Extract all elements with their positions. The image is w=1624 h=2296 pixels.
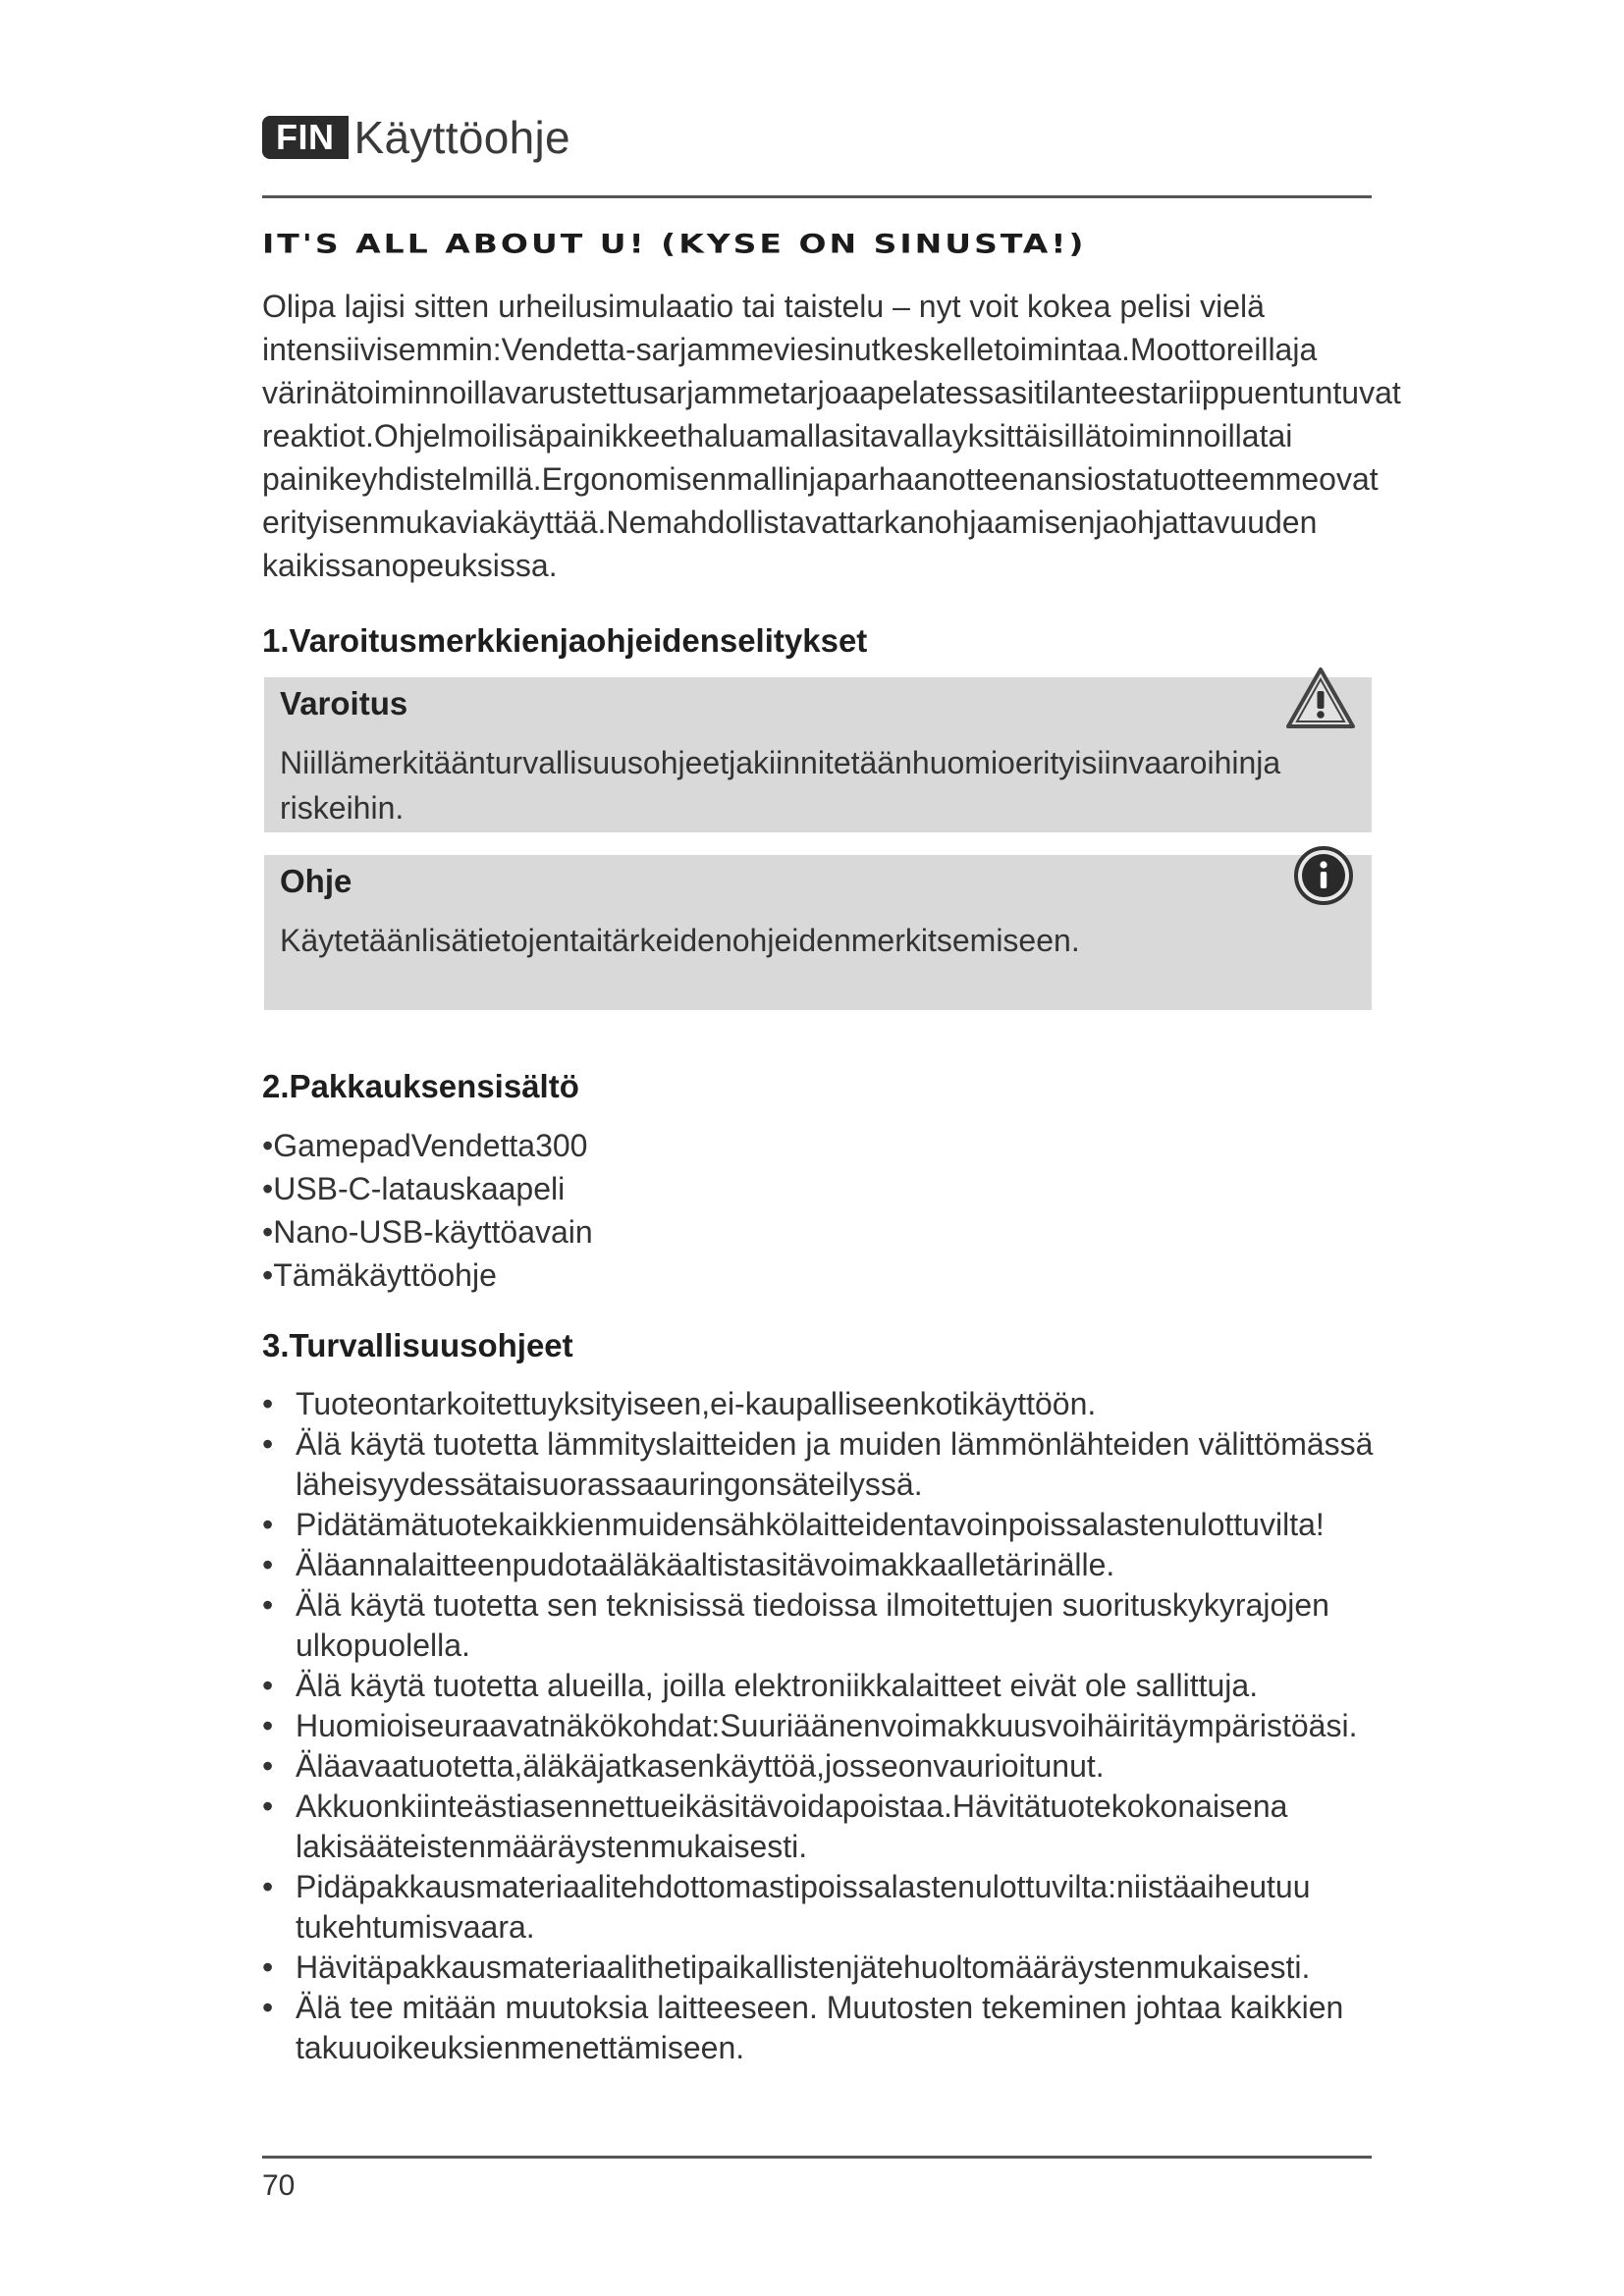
warning-box: [264, 677, 1372, 832]
list-item: • Pidätämätuotekaikkienmuidensähkölaitteidentavoinpoissalastenulottuvilta!: [262, 1507, 1325, 1542]
intro-line: painikeyhdistelmillä.Ergonomisenmallinjaparhaanotteenansiostatuotteemmeovat: [262, 461, 1379, 497]
list-item: •Nano-USB-käyttöavain: [262, 1214, 593, 1250]
list-item: • Äläavaatuotetta,äläkäjatkasenkäyttöä,josseonvaurioitunut.: [262, 1748, 1105, 1784]
language-badge: FIN: [262, 116, 349, 159]
list-item: • Äläannalaitteenpudotaäläkäaltistasitävoimakkaalletärinälle.: [262, 1547, 1115, 1582]
header-rule: [262, 195, 1372, 198]
warning-text-line: Niillämerkitäänturvallisuusohjeetjakiinnitetäänhuomioerityisiinvaaroihinja: [280, 745, 1281, 780]
intro-line: Olipa lajisi sitten urheilusimulaatio tai taistelu – nyt voit kokea pelisi vielä: [262, 289, 1265, 324]
header-bar: [262, 108, 1372, 167]
list-item: • Pidäpakkausmateriaalitehdottomastipoissalastenulottuvilta:niistäaiheutuu tukehtumisvaara.: [262, 1869, 1311, 1945]
list-item: •Tämäkäyttöohje: [262, 1257, 497, 1293]
section1-heading: 1.Varoitusmerkkienjaohjeidenselitykset: [262, 622, 868, 659]
page-number: 70: [262, 2169, 296, 2202]
intro-paragraph: [262, 285, 1401, 587]
warning-text: [280, 740, 1281, 830]
section3-heading: 3.Turvallisuusohjeet: [262, 1327, 573, 1363]
section2-heading: 2.Pakkauksensisältö: [262, 1068, 579, 1104]
note-text-line: Käytetäänlisätietojentaitärkeidenohjeidenmerkitsemiseen.: [280, 923, 1080, 958]
list-item: • Älä käytä tuotetta sen teknisissä tiedoissa ilmoitettujen suorituskykyrajojen ulkopuolella.: [262, 1587, 1329, 1663]
list-item: • Hävitäpakkausmateriaalithetipaikallistenjätehuoltomääräystenmukaisesti.: [262, 1949, 1311, 1985]
intro-line: erityisenmukaviakäyttää.Nemahdollistavattarkanohjaamisenjaohjattavuuden: [262, 505, 1318, 540]
info-circle-icon: [1293, 845, 1354, 911]
note-text: [280, 918, 1262, 963]
list-item: • Älä käytä tuotetta alueilla, joilla elektroniikkalaitteet eivät ole sallittuja.: [262, 1668, 1259, 1703]
note-title: Ohje: [280, 863, 352, 899]
list-item: • Älä käytä tuotetta lämmityslaitteiden ja muiden lämmönlähteiden välittömässä läheisyydessätaisuorassaauringonsäteilyssä.: [262, 1426, 1374, 1502]
warning-triangle-icon: [1285, 666, 1356, 735]
warning-text-line: riskeihin.: [280, 790, 405, 826]
list-item: • Akkuonkiinteästiasennettueikäsitävoidapoistaa.Hävitätuotekokonaisena lakisääteistenmääräystenmukaisesti.: [262, 1789, 1288, 1864]
footer-rule: [262, 2156, 1372, 2159]
intro-line: reaktiot.Ohjelmoilisäpainikkeethaluamallasitavallayksittäisillätoiminnoillatai: [262, 418, 1293, 454]
header: [262, 108, 1372, 167]
warning-title: Varoitus: [280, 685, 408, 721]
headline: IT'S ALL ABOUT U! (KYSE ON SINUSTA!): [262, 228, 1087, 259]
intro-line: värinätoiminnoillavarustettusarjammetarjoaapelatessasitilanteestariippuentuntuvat: [262, 375, 1401, 410]
intro-line: kaikissanopeuksissa.: [262, 548, 558, 583]
intro-line: intensiivisemmin:Vendetta-sarjammeviesinutkeskelletoimintaa.Moottoreillaja: [262, 332, 1318, 367]
list-item: •USB-C-latauskaapeli: [262, 1171, 566, 1206]
list-item: • Huomioiseuraavatnäkökohdat:Suuriäänenvoimakkuusvoihäiritäympäristöäsi.: [262, 1708, 1358, 1743]
list-item: • Älä tee mitään muutoksia laitteeseen. Muutosten tekeminen johtaa kaikkien takuuoikeuksienmenettämiseen.: [262, 1990, 1344, 2065]
note-box: [264, 855, 1372, 1010]
list-item: •GamepadVendetta300: [262, 1128, 588, 1163]
document-title: Käyttöohje: [353, 112, 570, 163]
safety-list: [262, 1384, 1373, 2068]
list-item: • Tuoteontarkoitettuyksityiseen,ei-kaupalliseenkotikäyttöön.: [262, 1386, 1097, 1421]
package-contents-list: [262, 1124, 593, 1297]
